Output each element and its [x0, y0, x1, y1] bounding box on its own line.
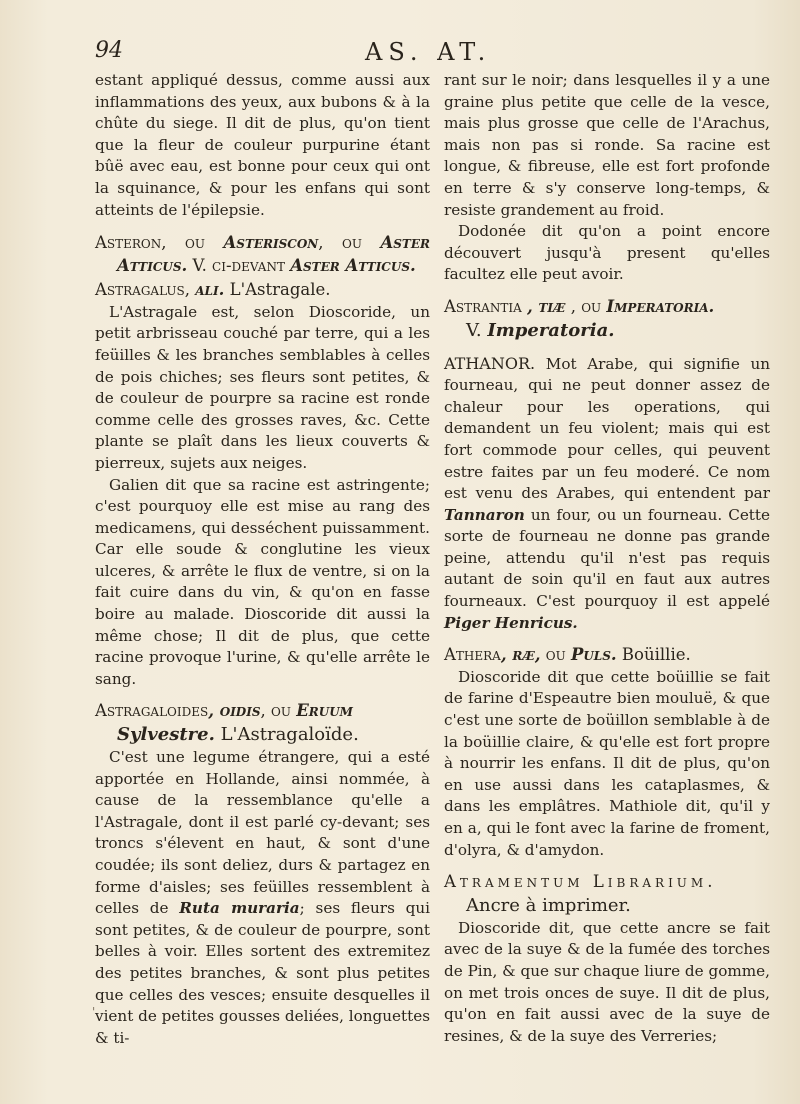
right-column: [444, 70, 770, 1047]
headword-atramentum-sub: Ancre à imprimer.: [466, 894, 631, 916]
entry-asteron: [95, 231, 430, 277]
headword-astragaloides-sub: Sylvestre. L'Astragaloïde.: [117, 724, 359, 746]
page-header: [95, 38, 775, 70]
headword-athera: Athera, ræ, ou Puls. Boüillie.: [444, 645, 691, 665]
footer-mark: ': [92, 1005, 96, 1019]
entry-astragalus: [95, 279, 430, 690]
headword-atramentum: Atramentum Librarium.: [444, 872, 717, 892]
headword-athanor: ATHANOR.: [444, 353, 536, 373]
headword-astragalus: Astragalus, ali. L'Astragale.: [95, 280, 331, 300]
paragraph: L'Astragale est, selon Dioscoride, un petit arbrisseau couché par terre, qui a les feüilles & les branches semblables à celles de pois chiches; ses fleurs sont petites, & de couleur de pourpre sa racine est ronde comme celle des grosses raves, &c. Cette plante se plaît dans les lieux couverts & pierreux, sujets aux neiges.: [95, 302, 430, 472]
entry-atramentum: [444, 871, 770, 1047]
entry-athanor: [444, 353, 770, 635]
paragraph: Dodonée dit qu'on a point encore découvert jusqu'à present qu'elles facultez elle peut avoir.: [444, 222, 770, 284]
paragraph: Galien dit que sa racine est astringente; c'est pourquoy elle est mise au rang des medicamens, qui desséchent puissamment. Car elle soude & conglutine les vieux ulceres, & arrête le flux de ventre, si on la fait cuire dans du vin, & qu'on en fasse boire au malade. Dioscoride dit aussi la même chose; Il dit de plus, que cette racine provoque l'urine, & qu'elle arrête le sang.: [95, 475, 430, 688]
continued-paragraph: rant sur le noir; dans lesquelles il y a une graine plus petite que celle de la vesce, mais plus grosse que celle de l'Arachus, mais non pas si ronde. Sa racine est longue, & fibreuse, elle est fort profonde en terre & s'y conserve long-temps, & resiste grandement au froid.: [444, 71, 770, 219]
headword-astragaloides: Astragaloides, oidis, ou Eruum: [95, 701, 353, 721]
headword-asteron: Asteron, ou Asteriscon, ou Aster Atticus. V. ci-devant Aster Atticus.: [95, 233, 430, 276]
headword-astrantia-sub: V. Imperatoria.: [466, 319, 615, 341]
running-head: AS. AT.: [365, 38, 492, 66]
entry-astragaloides: [95, 700, 430, 1049]
page-number: 94: [95, 38, 123, 63]
paragraph: ATHANOR. Mot Arabe, qui signifie un fourneau, qui ne peut donner assez de chaleur pour les operations, qui demandent un feu violent; mais qui est fort commode pour celles, qui peuvent estre faites par un feu moderé. Ce nom est venu des Arabes, qui entendent par Tannaron un four, ou un fourneau. Cette sorte de fourneau ne donne pas grande peine, attendu qu'il n'est pas requis autant de soin qu'il en faut aux autres fourneaux. C'est pourquoy il est appelé Piger Henricus.: [444, 353, 771, 632]
paragraph: C'est une legume étrangere, qui a esté apportée en Hollande, ainsi nommée, à cause de la ressemblance qu'elle a l'Astragale, dont il est parlé cy-devant; ses troncs s'élevent en haut, & sont d'une coudée; ils sont deliez, durs & partagez en forme d'aisles; ses feüilles ressemblent à celles de Ruta muraria; ses fleurs qui sont petites, & de couleur de pourpre, sont belles à voir. Elles sortent des extremitez des petites branches, & sont plus petites que celles des vesces; ensuite desquelles il vient de petites gousses deliées, longuettes & ti-: [95, 748, 431, 1047]
left-column: [95, 70, 430, 1049]
entry-athera: [444, 644, 770, 861]
headword-astrantia: Astrantia , tiæ , ou Imperatoria.: [444, 296, 715, 316]
paragraph: Dioscoride dit, que cette ancre se fait avec de la suye & de la fumée des torches de Pin, & que sur chaque liure de gomme, on met trois onces de suye. Il dit de plus, qu'on en fait aussi avec de la suye de resines, & de la suye des Verreries;: [444, 918, 770, 1045]
continued-paragraph: estant appliqué dessus, comme aussi aux inflammations des yeux, aux bubons & à la chûte du siege. Il dit de plus, qu'on tient que la fleur de couleur purpurine étant bûë avec eau, est bonne pour ceux qui ont la squinance, & pour les enfans qui sont atteints de l'épilepsie.: [95, 71, 430, 219]
entry-astrantia: [444, 296, 770, 343]
paragraph: Dioscoride dit que cette boüillie se fait de farine d'Espeautre bien mouluë, & que c'est une sorte de boüillon semblable à de la boüillie claire, & qu'elle est fort propre à nourrir les enfans. Il dit de plus, qu'on en use aussi dans les cataplasmes, & dans les emplâtres. Mathiole dit, qu'il y en a, qui le font avec la farine de froment, d'olyra, & d'amydon.: [444, 667, 770, 859]
